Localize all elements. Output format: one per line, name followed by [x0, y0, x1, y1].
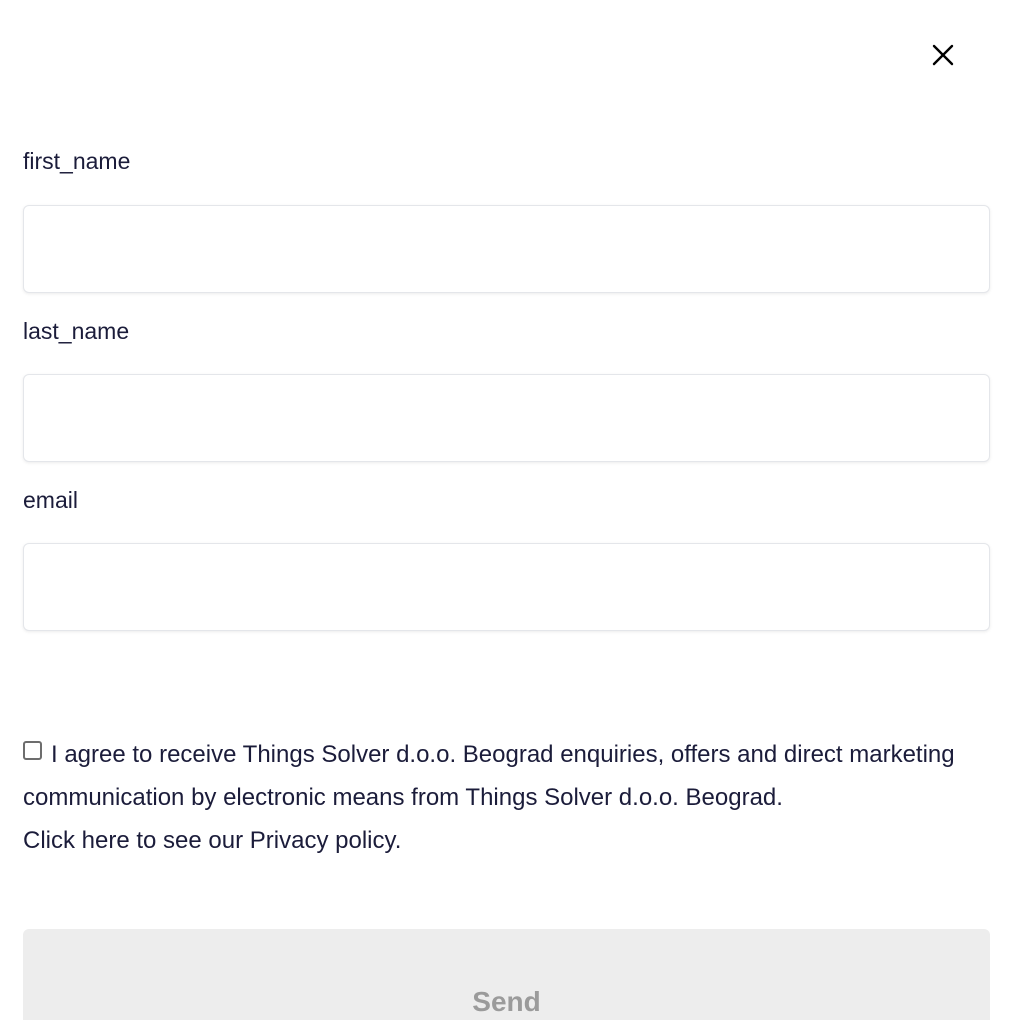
first-name-input[interactable]: [23, 205, 990, 293]
email-input[interactable]: [23, 543, 990, 631]
consent-block: [23, 733, 983, 862]
email-label: email: [23, 487, 78, 513]
first-name-label: first_name: [23, 148, 131, 174]
privacy-policy-link[interactable]: Click here to see our Privacy policy.: [23, 827, 402, 854]
consent-checkbox[interactable]: [23, 741, 42, 760]
consent-text: I agree to receive Things Solver d.o.o. Beograd enquiries, offers and direct marketing communication by electronic means from Things Solver d.o.o. Beograd.: [23, 741, 955, 811]
close-icon: [932, 44, 954, 66]
send-button[interactable]: Send: [23, 929, 990, 1020]
last-name-input[interactable]: [23, 374, 990, 462]
close-button[interactable]: [928, 40, 958, 70]
last-name-label: last_name: [23, 318, 130, 344]
